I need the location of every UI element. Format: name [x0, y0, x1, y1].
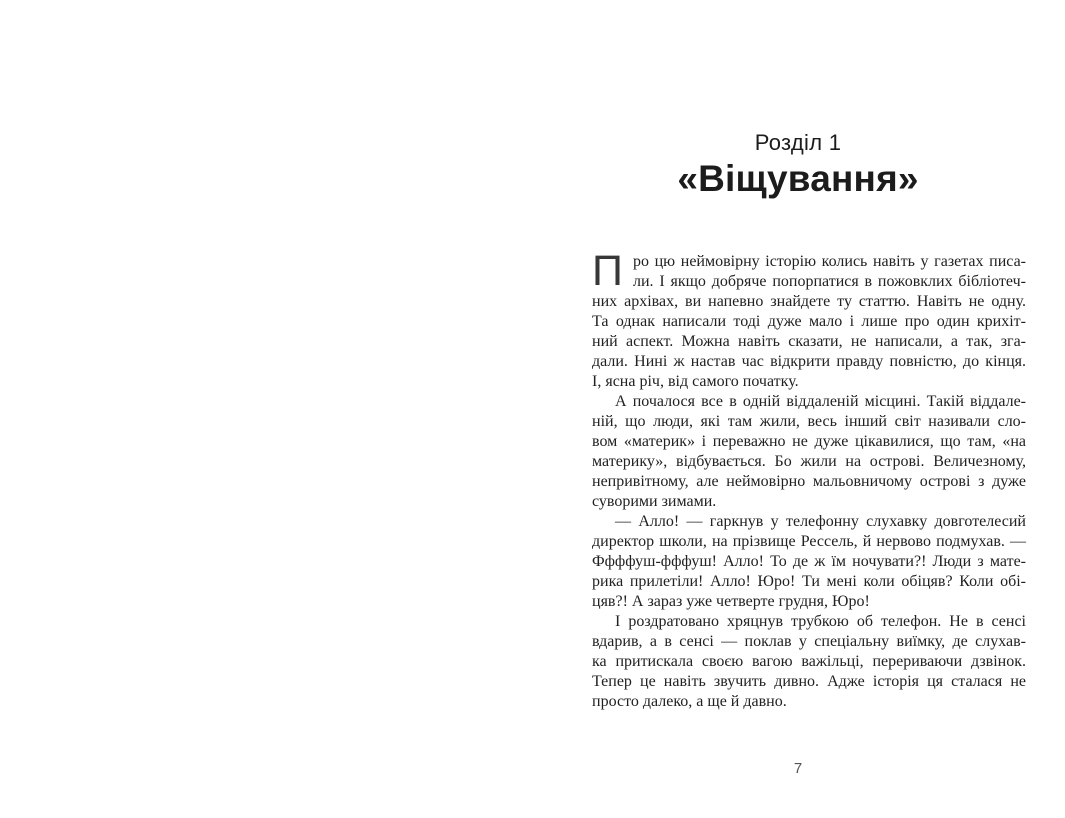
- body-line: директор школи, на прізвище Рессель, й нервово подмухав. —: [592, 533, 1026, 550]
- paragraph: [592, 392, 1026, 512]
- body-line: ний аспект. Можна навіть сказати, не написали, а так, зга-: [592, 333, 1026, 350]
- body-line: Тепер це навіть звучить дивно. Адже історія ця сталася не: [592, 673, 1026, 690]
- body-line: вом «материк» і переважно не дуже цікавилися, що там, «на: [592, 433, 1026, 450]
- page-number: 7: [793, 760, 803, 777]
- body-line: Та однак написали тоді дуже мало і лише про один крихіт-: [592, 313, 1026, 330]
- drop-cap: П: [592, 247, 623, 295]
- body-text: [592, 247, 1026, 712]
- paragraph: [592, 612, 1026, 712]
- body-line: них архівах, ви напевно знайдете ту статтю. Навіть не одну.: [592, 293, 1026, 310]
- body-line: ній, що люди, які там жили, весь інший світ називали сло-: [592, 413, 1026, 430]
- chapter-number: Розділ 1: [754, 130, 842, 155]
- body-line: ли. І якщо добряче попорпатися в пожовклих бібліотеч-: [633, 273, 1026, 290]
- paragraph: [592, 247, 1026, 392]
- body-line: А почалося все в одній віддаленій місцині. Такій віддале-: [615, 393, 1026, 410]
- paragraph: [592, 512, 1026, 612]
- body-line: материку», відбувається. Бо жили на острові. Величезному,: [592, 453, 1026, 470]
- body-line: суворими зимами.: [592, 493, 717, 510]
- body-line: рика прилетіли! Алло! Юро! Ти мені коли обіцяв? Коли обі-: [592, 573, 1026, 590]
- body-line: ка притискала своєю вагою важільці, перериваючи дзвінок.: [592, 653, 1026, 670]
- body-line: — Алло! — гаркнув у телефонну слухавку довготелесий: [615, 513, 1026, 530]
- body-line: непривітному, але неймовірно мальовничому острові з дуже: [592, 473, 1026, 490]
- body-line: цяв?! А зараз уже четверте грудня, Юро!: [592, 593, 870, 610]
- body-line: І, ясна річ, від самого початку.: [592, 373, 799, 390]
- body-line: ро цю неймовірну історію колись навіть у газетах писа-: [633, 253, 1026, 270]
- body-line: вдарив, а в сенсі — поклав у спеціальну виїмку, де слухав-: [592, 633, 1026, 650]
- body-line: просто далеко, а ще й давно.: [592, 693, 787, 710]
- chapter-title: «Віщування»: [677, 158, 919, 199]
- body-line: І роздратовано хряцнув трубкою об телефон. Не в сенсі: [615, 613, 1026, 630]
- chapter-heading: [531, 130, 1065, 199]
- body-line: Ффффуш-фффуш! Алло! То де ж їм ночувати?! Люди з мате-: [592, 553, 1026, 570]
- body-line: дали. Нині ж настав час відкрити правду повністю, до кінця.: [592, 353, 1026, 370]
